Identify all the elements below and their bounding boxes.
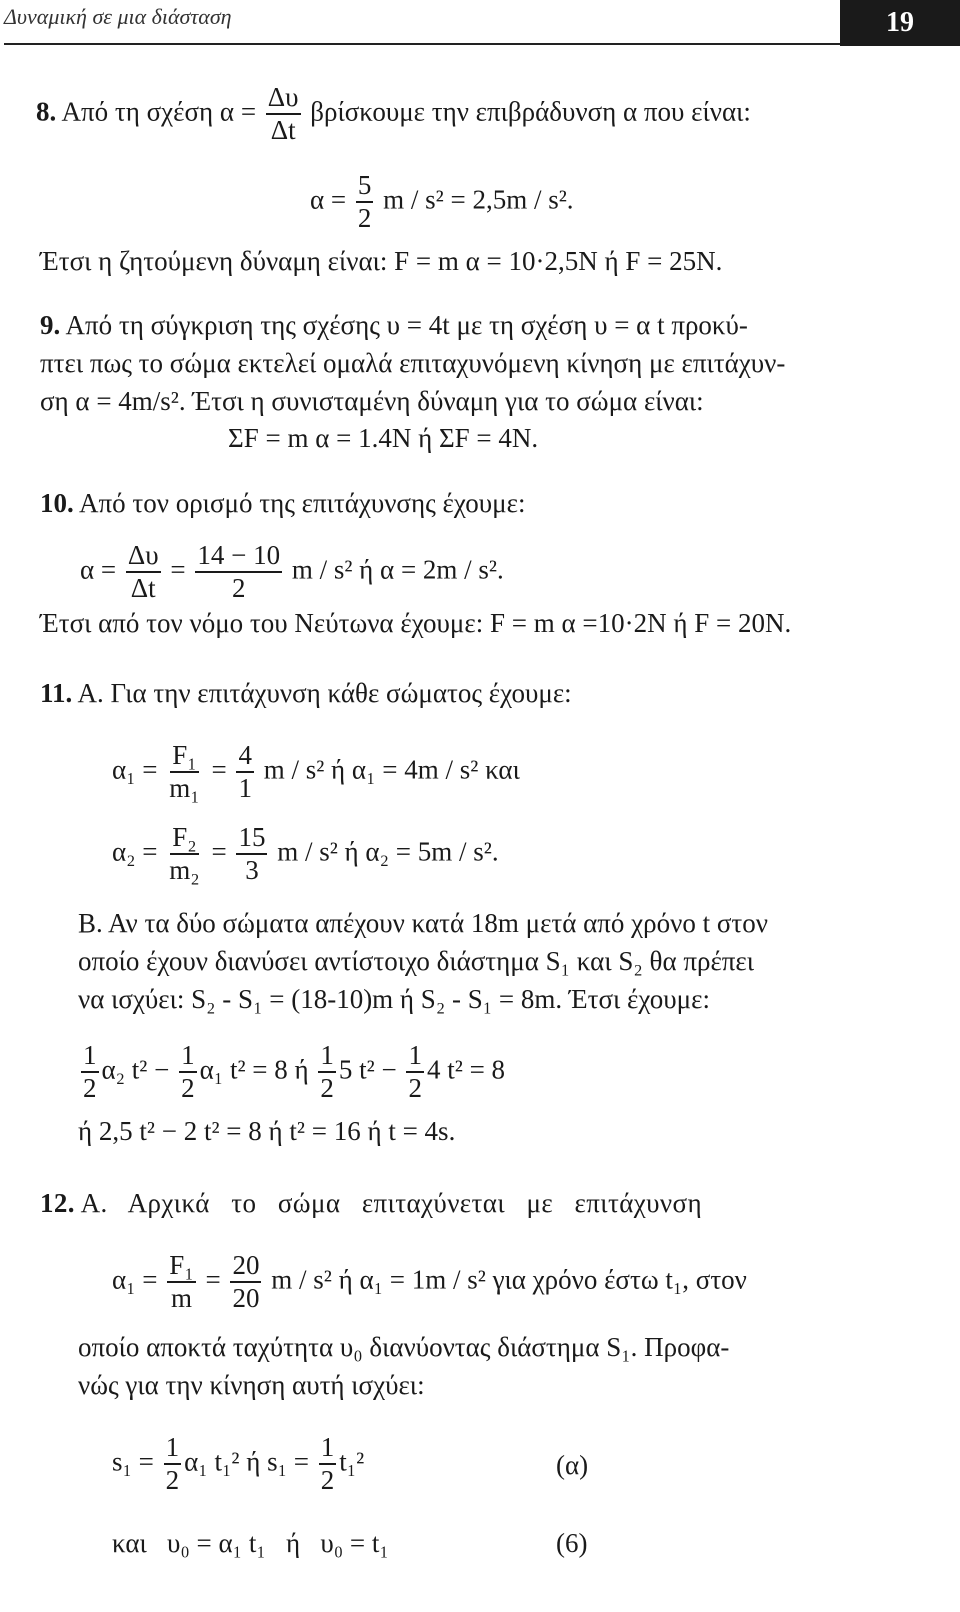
problem-12-a1-equation: α₁ = $\frac{\text{F₁}}{m}$ = $\frac{20}{20}$ m / s² ή α₁ = 1m / s² για χρόνο έστω t₁, στον — [112, 1250, 747, 1314]
fraction-20-20: $\frac{20}{20}$ — [232, 1250, 260, 1314]
header-rule — [4, 43, 912, 45]
problem-8-intro — [36, 82, 751, 146]
fraction-14-10-2: $\frac{14 - 10}{2}$ — [197, 540, 281, 604]
page-number-badge: 19 — [840, 0, 960, 46]
problem-11-b-line-2: οποίο έχουν διανύσει αντίστοιχο διάστημα S₁ και S₂ θα πρέπει — [78, 946, 755, 976]
problem-12-line-1: 12. Α. Αρχικά το σώμα επιταχύνεται με επιτάχυνση — [40, 1188, 702, 1218]
problem-11-b-line-1: Β. Αν τα δύο σώματα απέχουν κατά 18m μετά από χρόνο t στον — [78, 908, 768, 938]
problem-12-velocity-equation: και υ₀ = α₁ t₁ ή υ₀ = t₁ — [112, 1528, 389, 1558]
problem-11-equation-a: $\frac{1}{2}$ α₂ t² − $\frac{1}{2}$ α₁ t² = 8 ή $\frac{1}{2}$ 5 t² − $\frac{1}{2}$ 4 t² = 8 — [83, 1040, 506, 1104]
problem-9-line-3: ση α = 4m/s². Έτσι η συνισταμένη δύναμη για το σώμα είναι: — [40, 386, 704, 416]
problem-8-equation: α = $\frac{5}{2}$ m / s² = 2,5m / s². — [310, 170, 574, 234]
problem-11-b-line-3: να ισχύει: S₂ - S₁ = (18-10)m ή S₂ - S₁ = 8m. Έτσι έχουμε: — [78, 984, 710, 1014]
problem-12-line-4: νώς για την κίνηση αυτή ισχύει: — [78, 1370, 425, 1400]
problem-10-equation: α = $\frac{\Delta\upsilon}{\Delta t}$ = $\frac{14 - 10}{2}$ m / s² ή α = 2m / s². — [80, 540, 504, 604]
fraction-5-2: $\frac{5}{2}$ — [357, 170, 372, 234]
problem-11-a1-equation: α₁ = $\frac{\text{F₁}}{\text{m₁}}$ = $\frac{4}{1}$ m / s² ή α₁ = 4m / s² και — [112, 740, 520, 804]
problem-10-line-1: 10. Από τον ορισμό της επιτάχυνσης έχουμε: — [40, 488, 526, 518]
problem-9-equation: ΣF = m α = 1.4N ή ΣF = 4N. — [228, 423, 539, 453]
fraction-15-3: $\frac{15}{3}$ — [238, 822, 266, 886]
problem-10-conclusion: Έτσι από τον νόμο του Νεύτωνα έχουμε: F = m α =10·2N ή F = 20N. — [40, 608, 792, 638]
fraction-dv-dt-2: $\frac{\Delta\upsilon}{\Delta t}$ — [127, 540, 159, 604]
problem-8-conclusion: Έτσι η ζητούμενη δύναμη είναι: F = m α = 10·2,5N ή F = 25N. — [40, 246, 723, 276]
problem-9-line-1: 9. Από τη σύγκριση της σχέσης υ = 4t με τη σχέση υ = α t προκύ- — [40, 310, 748, 340]
fraction-f1-m: $\frac{\text{F₁}}{m}$ — [169, 1250, 194, 1314]
running-header-title: Δυναμική σε μια διάσταση — [4, 4, 232, 29]
problem-11-equation-b: ή 2,5 t² − 2 t² = 8 ή t² = 16 ή t = 4s. — [78, 1116, 456, 1146]
problem-12-line-3: οποίο αποκτά ταχύτητα υ₀ διανύοντας διάστημα S₁. Προφα- — [78, 1332, 730, 1362]
fraction-dv-dt: $\frac{\Delta\upsilon}{\Delta t}$ — [267, 82, 299, 146]
problem-8-number: 8. — [36, 96, 57, 127]
problem-11-a2-equation: α₂ = $\frac{\text{F₂}}{\text{m₂}}$ = $\frac{15}{3}$ m / s² ή α₂ = 5m / s². — [112, 822, 499, 886]
fraction-4-1: $\frac{4}{1}$ — [238, 740, 252, 804]
fraction-f1-m1: $\frac{\text{F₁}}{\text{m₁}}$ — [169, 740, 200, 804]
problem-12-s1-equation: s₁ = $\frac{1}{2}$ α₁ t₁² ή s₁ = $\frac{1}{2}$ t₁² — [112, 1432, 365, 1496]
equation-label-a: (α) — [556, 1450, 589, 1480]
problem-11-line-1: 11. Α. Για την επιτάχυνση κάθε σώματος έχουμε: — [40, 678, 572, 708]
problem-8-text-b: βρίσκουμε την επιβράδυνση α που είναι: — [310, 96, 751, 127]
equation-label-b: (6) — [556, 1528, 588, 1558]
problem-9-line-2: πτει πως το σώμα εκτελεί ομαλά επιταχυνόμενη κίνηση με επιτάχυν- — [40, 348, 786, 378]
fraction-f2-m2: $\frac{\text{F₂}}{\text{m₂}}$ — [169, 822, 200, 886]
problem-8-text-a: Από τη σχέση α = — [61, 96, 257, 127]
